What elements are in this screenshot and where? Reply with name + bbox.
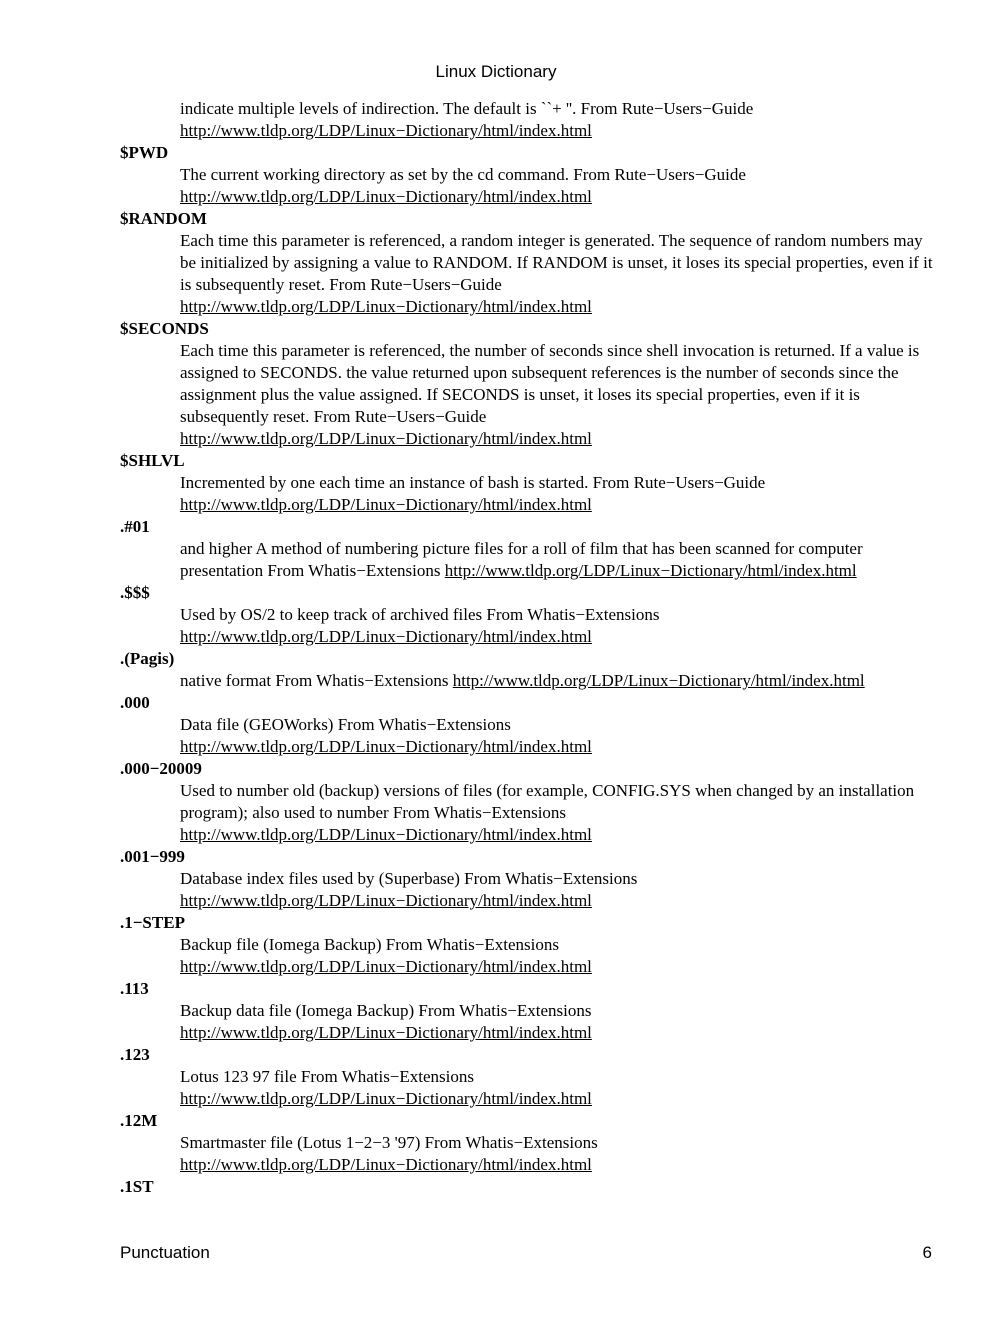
entry-definition <box>180 1000 940 1044</box>
definition-text: native format From Whatis−Extensions <box>180 671 449 690</box>
entry-definition <box>180 604 940 648</box>
definition-text: Used to number old (backup) versions of files (for example, CONFIG.SYS when changed by an installation program); also used to number From Whatis−Extensions <box>180 781 915 822</box>
entry-01 <box>120 516 940 582</box>
entry-term: .123 <box>120 1045 150 1064</box>
entry-random <box>120 208 940 318</box>
entry-seconds <box>120 318 940 450</box>
entry-term: .12M <box>120 1111 158 1130</box>
reference-link[interactable]: http://www.tldp.org/LDP/Linux−Dictionary/html/index.html <box>180 187 592 206</box>
entry-001-999 <box>120 846 940 912</box>
entry-definition <box>180 230 940 318</box>
entry-123 <box>120 1044 940 1110</box>
definition-text: Incremented by one each time an instance of bash is started. From Rute−Users−Guide <box>180 473 766 492</box>
dictionary-content <box>120 98 940 1198</box>
reference-link[interactable]: http://www.tldp.org/LDP/Linux−Dictionary/html/index.html <box>180 957 592 976</box>
reference-link[interactable]: http://www.tldp.org/LDP/Linux−Dictionary/html/index.html <box>452 671 865 690</box>
entry-term: .113 <box>120 979 149 998</box>
entry-definition <box>180 714 940 758</box>
reference-link[interactable]: http://www.tldp.org/LDP/Linux−Dictionary/html/index.html <box>180 1023 592 1042</box>
entry-term: $SECONDS <box>120 319 209 338</box>
entry-definition <box>180 868 940 912</box>
entry-term: $SHLVL <box>120 451 185 470</box>
reference-link[interactable]: http://www.tldp.org/LDP/Linux−Dictionary/html/index.html <box>180 825 592 844</box>
reference-link[interactable]: http://www.tldp.org/LDP/Linux−Dictionary/html/index.html <box>180 891 592 910</box>
entry-definition <box>180 1066 940 1110</box>
page-number: 6 <box>922 1243 932 1262</box>
reference-link[interactable]: http://www.tldp.org/LDP/Linux−Dictionary/html/index.html <box>180 495 592 514</box>
reference-link[interactable]: http://www.tldp.org/LDP/Linux−Dictionary/html/index.html <box>180 1155 592 1174</box>
entry-definition <box>180 780 940 846</box>
entry-definition <box>180 670 940 692</box>
entry-000-20009 <box>120 758 940 846</box>
definition-text: Used by OS/2 to keep track of archived files From Whatis−Extensions <box>180 605 660 624</box>
entry-term: .000−20009 <box>120 759 202 778</box>
entry-term: .001−999 <box>120 847 185 866</box>
entry-term: .000 <box>120 693 150 712</box>
definition-text: Lotus 123 97 file From Whatis−Extensions <box>180 1067 475 1086</box>
definition-text: Each time this parameter is referenced, the number of seconds since shell invocation is returned. If a value is assigned to SECONDS. the value returned upon subsequent references is the number of seconds since the assignment plus the value assigned. If SECONDS is unset, it loses its special properties, even if it is subsequently reset. From Rute−Users−Guide <box>180 341 920 426</box>
lead-entry <box>120 98 940 142</box>
entry-definition <box>180 1132 940 1176</box>
footer-section: Punctuation <box>120 1243 210 1262</box>
definition-text: Database index files used by (Superbase) From Whatis−Extensions <box>180 869 638 888</box>
reference-link[interactable]: http://www.tldp.org/LDP/Linux−Dictionary/html/index.html <box>180 121 592 140</box>
reference-link[interactable]: http://www.tldp.org/LDP/Linux−Dictionary/html/index.html <box>444 561 857 580</box>
entry-term: .(Pagis) <box>120 649 175 668</box>
entry-1st <box>120 1176 940 1198</box>
reference-link[interactable]: http://www.tldp.org/LDP/Linux−Dictionary/html/index.html <box>180 1089 592 1108</box>
entry-term: .$$$ <box>120 583 150 602</box>
entry-definition <box>180 340 940 450</box>
reference-link[interactable]: http://www.tldp.org/LDP/Linux−Dictionary/html/index.html <box>180 627 592 646</box>
entry-definition <box>180 98 940 142</box>
entry-definition <box>180 538 940 582</box>
entry-definition <box>180 934 940 978</box>
entry-pwd <box>120 142 940 208</box>
entry-term: .1−STEP <box>120 913 185 932</box>
page-header-title: Linux Dictionary <box>435 62 557 81</box>
definition-text: The current working directory as set by the cd command. From Rute−Users−Guide <box>180 165 746 184</box>
page-footer <box>120 1243 932 1263</box>
entry-term: .1ST <box>120 1177 154 1196</box>
entry-dollars <box>120 582 940 648</box>
entry-shlvl <box>120 450 940 516</box>
definition-text: and higher A method of numbering picture files for a roll of film that has been scanned for computer presentation From Whatis−Extensions <box>180 539 863 580</box>
entry-term: $RANDOM <box>120 209 207 228</box>
reference-link[interactable]: http://www.tldp.org/LDP/Linux−Dictionary/html/index.html <box>180 737 592 756</box>
definition-text: Backup file (Iomega Backup) From Whatis−Extensions <box>180 935 559 954</box>
entry-term: $PWD <box>120 143 169 162</box>
entry-1-step <box>120 912 940 978</box>
definition-text: Data file (GEOWorks) From Whatis−Extensions <box>180 715 511 734</box>
entry-term: .#01 <box>120 517 150 536</box>
entry-pagis <box>120 648 940 692</box>
reference-link[interactable]: http://www.tldp.org/LDP/Linux−Dictionary/html/index.html <box>180 429 592 448</box>
reference-link[interactable]: http://www.tldp.org/LDP/Linux−Dictionary/html/index.html <box>180 297 592 316</box>
entry-definition <box>180 164 940 208</box>
definition-text: Smartmaster file (Lotus 1−2−3 '97) From Whatis−Extensions <box>180 1133 598 1152</box>
entry-12m <box>120 1110 940 1176</box>
definition-text: indicate multiple levels of indirection. The default is ``+ ''. From Rute−Users−Guide <box>180 99 754 118</box>
entry-113 <box>120 978 940 1044</box>
definition-text: Backup data file (Iomega Backup) From Whatis−Extensions <box>180 1001 592 1020</box>
definition-text: Each time this parameter is referenced, a random integer is generated. The sequence of random numbers may be initialized by assigning a value to RANDOM. If RANDOM is unset, it loses its special properties, even if it is subsequently reset. From Rute−Users−Guide <box>180 231 933 294</box>
entry-000 <box>120 692 940 758</box>
entry-definition <box>180 472 940 516</box>
